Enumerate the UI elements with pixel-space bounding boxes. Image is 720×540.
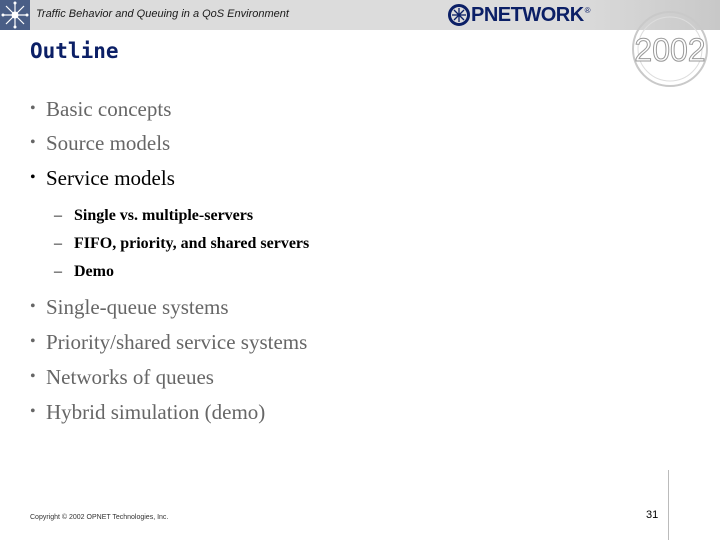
opnetwork-logo: [448, 2, 620, 28]
bullet-label: Basic concepts: [46, 97, 172, 121]
bullet-label: Networks of queues: [46, 365, 214, 389]
bullet-dot: •: [30, 134, 36, 151]
bullet-label: Priority/shared service systems: [46, 330, 308, 354]
bullet-source-models: [30, 130, 309, 156]
bullet-dot: •: [30, 333, 36, 350]
bullet-dot: •: [30, 298, 36, 315]
service-models-sub-list: [30, 206, 309, 282]
bullet-priority-shared-service: [30, 329, 309, 355]
bullet-dot: •: [30, 169, 36, 186]
bullet-dot: •: [30, 100, 36, 117]
year-2002-badge: [622, 8, 718, 90]
brand-name: PNETWORK: [471, 3, 584, 26]
bullet-label: Single-queue systems: [46, 295, 229, 319]
outline-list: [30, 96, 309, 425]
copyright-notice: Copyright © 2002 OPNET Technologies, Inc.: [30, 514, 169, 521]
page-number: 31: [646, 509, 659, 521]
bullet-basic-concepts: [30, 96, 309, 122]
bullet-service-models: [30, 165, 309, 191]
sub-item-dash: –: [54, 263, 62, 280]
bullet-label: Service models: [46, 166, 175, 190]
sub-item-demo: [30, 262, 309, 282]
sub-item-fifo-priority-shared: [30, 234, 309, 254]
sub-item-label: FIFO, priority, and shared servers: [74, 235, 310, 252]
bullet-networks-of-queues: [30, 364, 309, 390]
sub-bullet-group: [30, 206, 309, 282]
bullet-label: Hybrid simulation (demo): [46, 400, 266, 424]
sub-item-label: Single vs. multiple-servers: [74, 207, 254, 224]
bullet-label: Source models: [46, 131, 171, 155]
sub-item-dash: –: [54, 235, 62, 252]
bullet-dot: •: [30, 403, 36, 420]
sub-item-label: Demo: [74, 263, 114, 280]
footer-divider: [668, 470, 669, 540]
year-badge-text: 2002: [634, 32, 706, 68]
sub-item-dash: –: [54, 207, 62, 224]
slide-title: Outline: [30, 39, 119, 63]
opnet-o-icon: [448, 4, 470, 26]
sub-item-single-vs-multiple: [30, 206, 309, 226]
starburst-logo-icon: [0, 0, 30, 30]
bullet-dot: •: [30, 368, 36, 385]
presentation-title: Traffic Behavior and Queuing in a QoS Environment: [36, 8, 289, 20]
bullet-single-queue-systems: [30, 294, 309, 320]
bullet-hybrid-simulation: [30, 399, 309, 425]
registered-mark: ®: [584, 6, 591, 15]
